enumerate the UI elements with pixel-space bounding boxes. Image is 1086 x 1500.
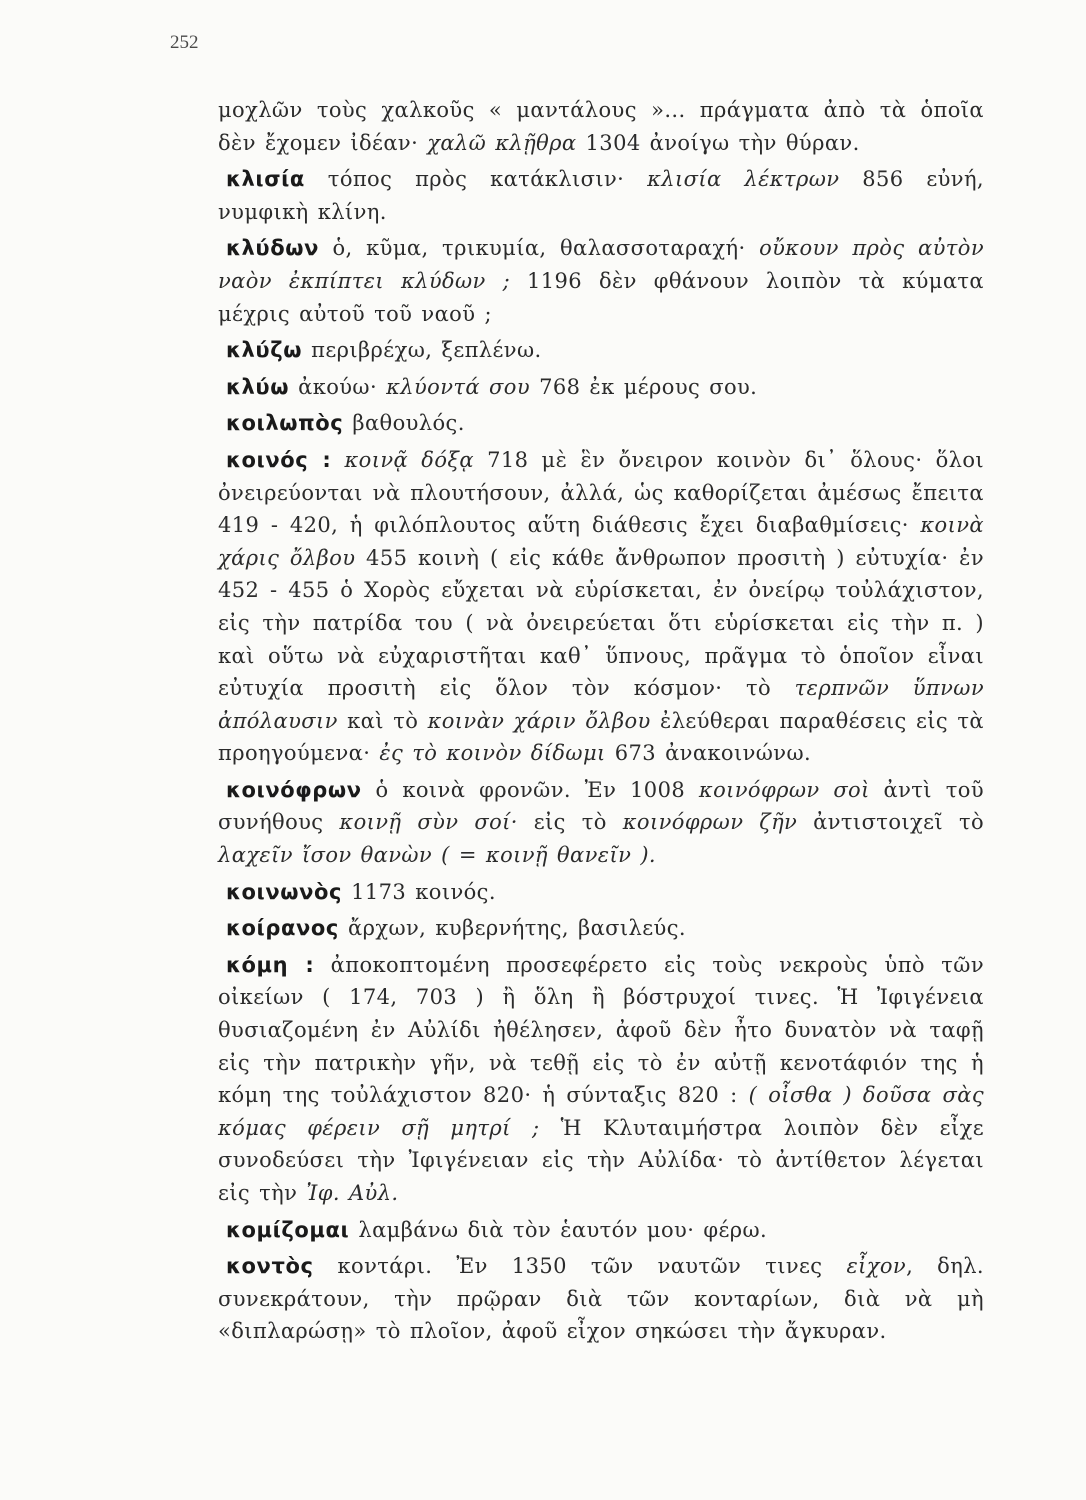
quotation: ἐς τὸ κοινὸν δίδωμι	[379, 741, 606, 766]
entry-kome: κόμη : ἀποκοπτομένη προσεφέρετο εἰς τοὺς νεκροὺς ὑπὸ τῶν οἰκείων ( 174, 703 ) ἢ ὅλη ἢ βόστρυχοί τινες. Ἡ Ἰφιγένεια θυσιαζομένη ἐν Αὐλίδι ἠθέλησεν, ἀφοῦ δὲν ἦτο δυνατὸν νὰ ταφῇ εἰς τὴν πατρικὴν γῆν, νὰ τεθῇ εἰς τὸ ἐν αὐτῇ κενοτάφιόν της ἡ κόμη της τοὐλάχιστον 820· ἡ σύνταξις 820 : ( οἶσθα ) δοῦσα σὰς κόμας φέρειν σῇ μητρί ; Ἡ Κλυταιμήστρα λοιπὸν δὲν εἶχε συνοδεύσει τὴν Ἰφιγένειαν εἰς τὴν Αὐλίδα· τὸ ἀντίθετον λέγεται εἰς τὴν Ἰφ. Αὐλ.	[218, 952, 984, 1205]
quotation: εἶχον	[846, 1254, 907, 1279]
quotation: κοινᾷ δόξᾳ	[344, 447, 474, 472]
quotation: κοινὰν χάριν ὄλβου	[427, 708, 651, 733]
headword: κόμη :	[226, 952, 315, 977]
quotation: κοινόφρων σοὶ	[698, 777, 870, 802]
quotation: κοινῇ σὺν σοί·	[339, 810, 518, 835]
entry-kontos: κοντὸς κοντάρι. Ἐν 1350 τῶν ναυτῶν τινες εἶχον, δηλ. συνεκράτουν, τὴν πρῷραν διὰ τῶν κονταρίων, διὰ νὰ μὴ «διπλαρώσῃ» τὸ πλοῖον, ἀφοῦ εἶχον σηκώσει τὴν ἄγκυραν.	[218, 1254, 984, 1344]
quotation: Ἰφ. Αὐλ.	[306, 1181, 399, 1205]
quotation: τερπνῶν ὕπνων ἀπόλαυσιν	[218, 676, 984, 733]
quotation: ( οἶσθα ) δοῦσα σὰς κόμας φέρειν σῇ μητρί ;	[218, 1083, 984, 1140]
entry-continuation: μοχλῶν τοὺς χαλκοῦς « μαντάλους »... πράγματα ἀπὸ τὰ ὁποῖα δὲν ἔχομεν ἰδέαν· χαλῶ κλῇθρα 1304 ἀνοίγω τὴν θύραν.	[218, 98, 984, 155]
headword: κλύω	[226, 374, 290, 399]
quotation: οὔκουν πρὸς αὐτὸν ναὸν ἐκπίπτει κλύδων ;	[218, 236, 984, 293]
headword: κλύζω	[226, 338, 303, 363]
quotation: κλύοντά σου	[386, 374, 530, 399]
quotation: κοινὰ χάρις ὄλβου	[218, 513, 984, 570]
headword: κοιλωπὸς	[226, 411, 344, 436]
entry-klydon: κλύδων ὁ, κῦμα, τρικυμία, θαλασσοταραχή· οὔκουν πρὸς αὐτὸν ναὸν ἐκπίπτει κλύδων ; 1196 δὲν φθάνουν λοιπὸν τὰ κύματα μέχρις αὐτοῦ τοῦ ναοῦ ;	[218, 236, 984, 326]
entry-klyzo: κλύζω περιβρέχω, ξεπλένω.	[226, 338, 542, 363]
headword: κλύδων	[226, 236, 319, 261]
entry-komizomai: κομίζομαι λαμβάνω διὰ τὸν ἑαυτόν μου· φέρω.	[226, 1217, 768, 1242]
headword: κλισία	[226, 167, 305, 192]
headword: κοινόφρων	[226, 777, 362, 802]
headword: κοίρανος	[226, 916, 339, 941]
entry-koinofron: κοινόφρων ὁ κοινὰ φρονῶν. Ἐν 1008 κοινόφρων σοὶ ἀντὶ τοῦ συνήθους κοινῇ σὺν σοί· εἰς τὸ κοινόφρων ζῆν ἀντιστοιχεῖ τὸ λαχεῖν ἴσον θανὼν ( = κοινῇ θανεῖν ).	[218, 777, 985, 868]
entry-koiranos: κοίρανος ἄρχων, κυβερνήτης, βασιλεύς.	[226, 916, 686, 941]
page-number: 252	[170, 32, 199, 53]
quotation: κλισία λέκτρων	[647, 167, 840, 192]
headword: κομίζομαι	[226, 1217, 350, 1242]
headword: κοινός :	[226, 447, 332, 472]
headword: κοινωνὸς	[226, 879, 343, 904]
quotation: λαχεῖν ἴσον θανὼν ( = κοινῇ θανεῖν ).	[218, 843, 656, 868]
entry-koilopos: κοιλωπὸς βαθουλός.	[226, 411, 465, 436]
quotation: χαλῶ κλῇθρα	[427, 130, 577, 155]
entry-klyo: κλύω ἀκούω· κλύοντά σου 768 ἐκ μέρους σου.	[226, 374, 758, 399]
entry-klisia: κλισία τόπος πρὸς κατάκλισιν· κλισία λέκτρων 856 εὐνή, νυμφικὴ κλίνη.	[218, 167, 984, 224]
quotation: κοινόφρων ζῆν	[622, 810, 798, 835]
entry-koinos: κοινός : κοινᾷ δόξᾳ 718 μὲ ἓν ὄνειρον κοινὸν δι᾽ ὅλους· ὅλοι ὀνειρεύονται νὰ πλουτήσουν, ἀλλά, ὡς καθορίζεται ἀμέσως ἔπειτα 419 - 420, ἡ φιλόπλουτος αὕτη διάθεσις ἔχει διαβαθμίσεις· κοινὰ χάρις ὄλβου 455 κοινὴ ( εἰς κάθε ἄνθρωπον προσιτὴ ) εὐτυχία· ἐν 452 - 455 ὁ Χορὸς εὔχεται νὰ εὑρίσκεται, ἐν ὀνείρῳ τοὐλάχιστον, εἰς τὴν πατρίδα του ( νὰ ὀνειρεύεται ὅτι εὑρίσκεται εἰς τὴν π. ) καὶ οὕτω νὰ εὐχαριστῆται καθ᾽ ὕπνους, πρᾶγμα τὸ ὁποῖον εἶναι εὐτυχία προσιτὴ εἰς ὅλον τὸν κόσμον· τὸ τερπνῶν ὕπνων ἀπόλαυσιν καὶ τὸ κοινὰν χάριν ὄλβου ἐλεύθεραι παραθέσεις εἰς τὰ προηγούμενα· ἐς τὸ κοινὸν δίδωμι 673 ἀνακοινώνω.	[218, 447, 985, 766]
glossary-text	[218, 94, 984, 1348]
headword: κοντὸς	[226, 1254, 314, 1279]
entry-koinonos: κοινωνὸς 1173 κοινός.	[226, 879, 496, 904]
